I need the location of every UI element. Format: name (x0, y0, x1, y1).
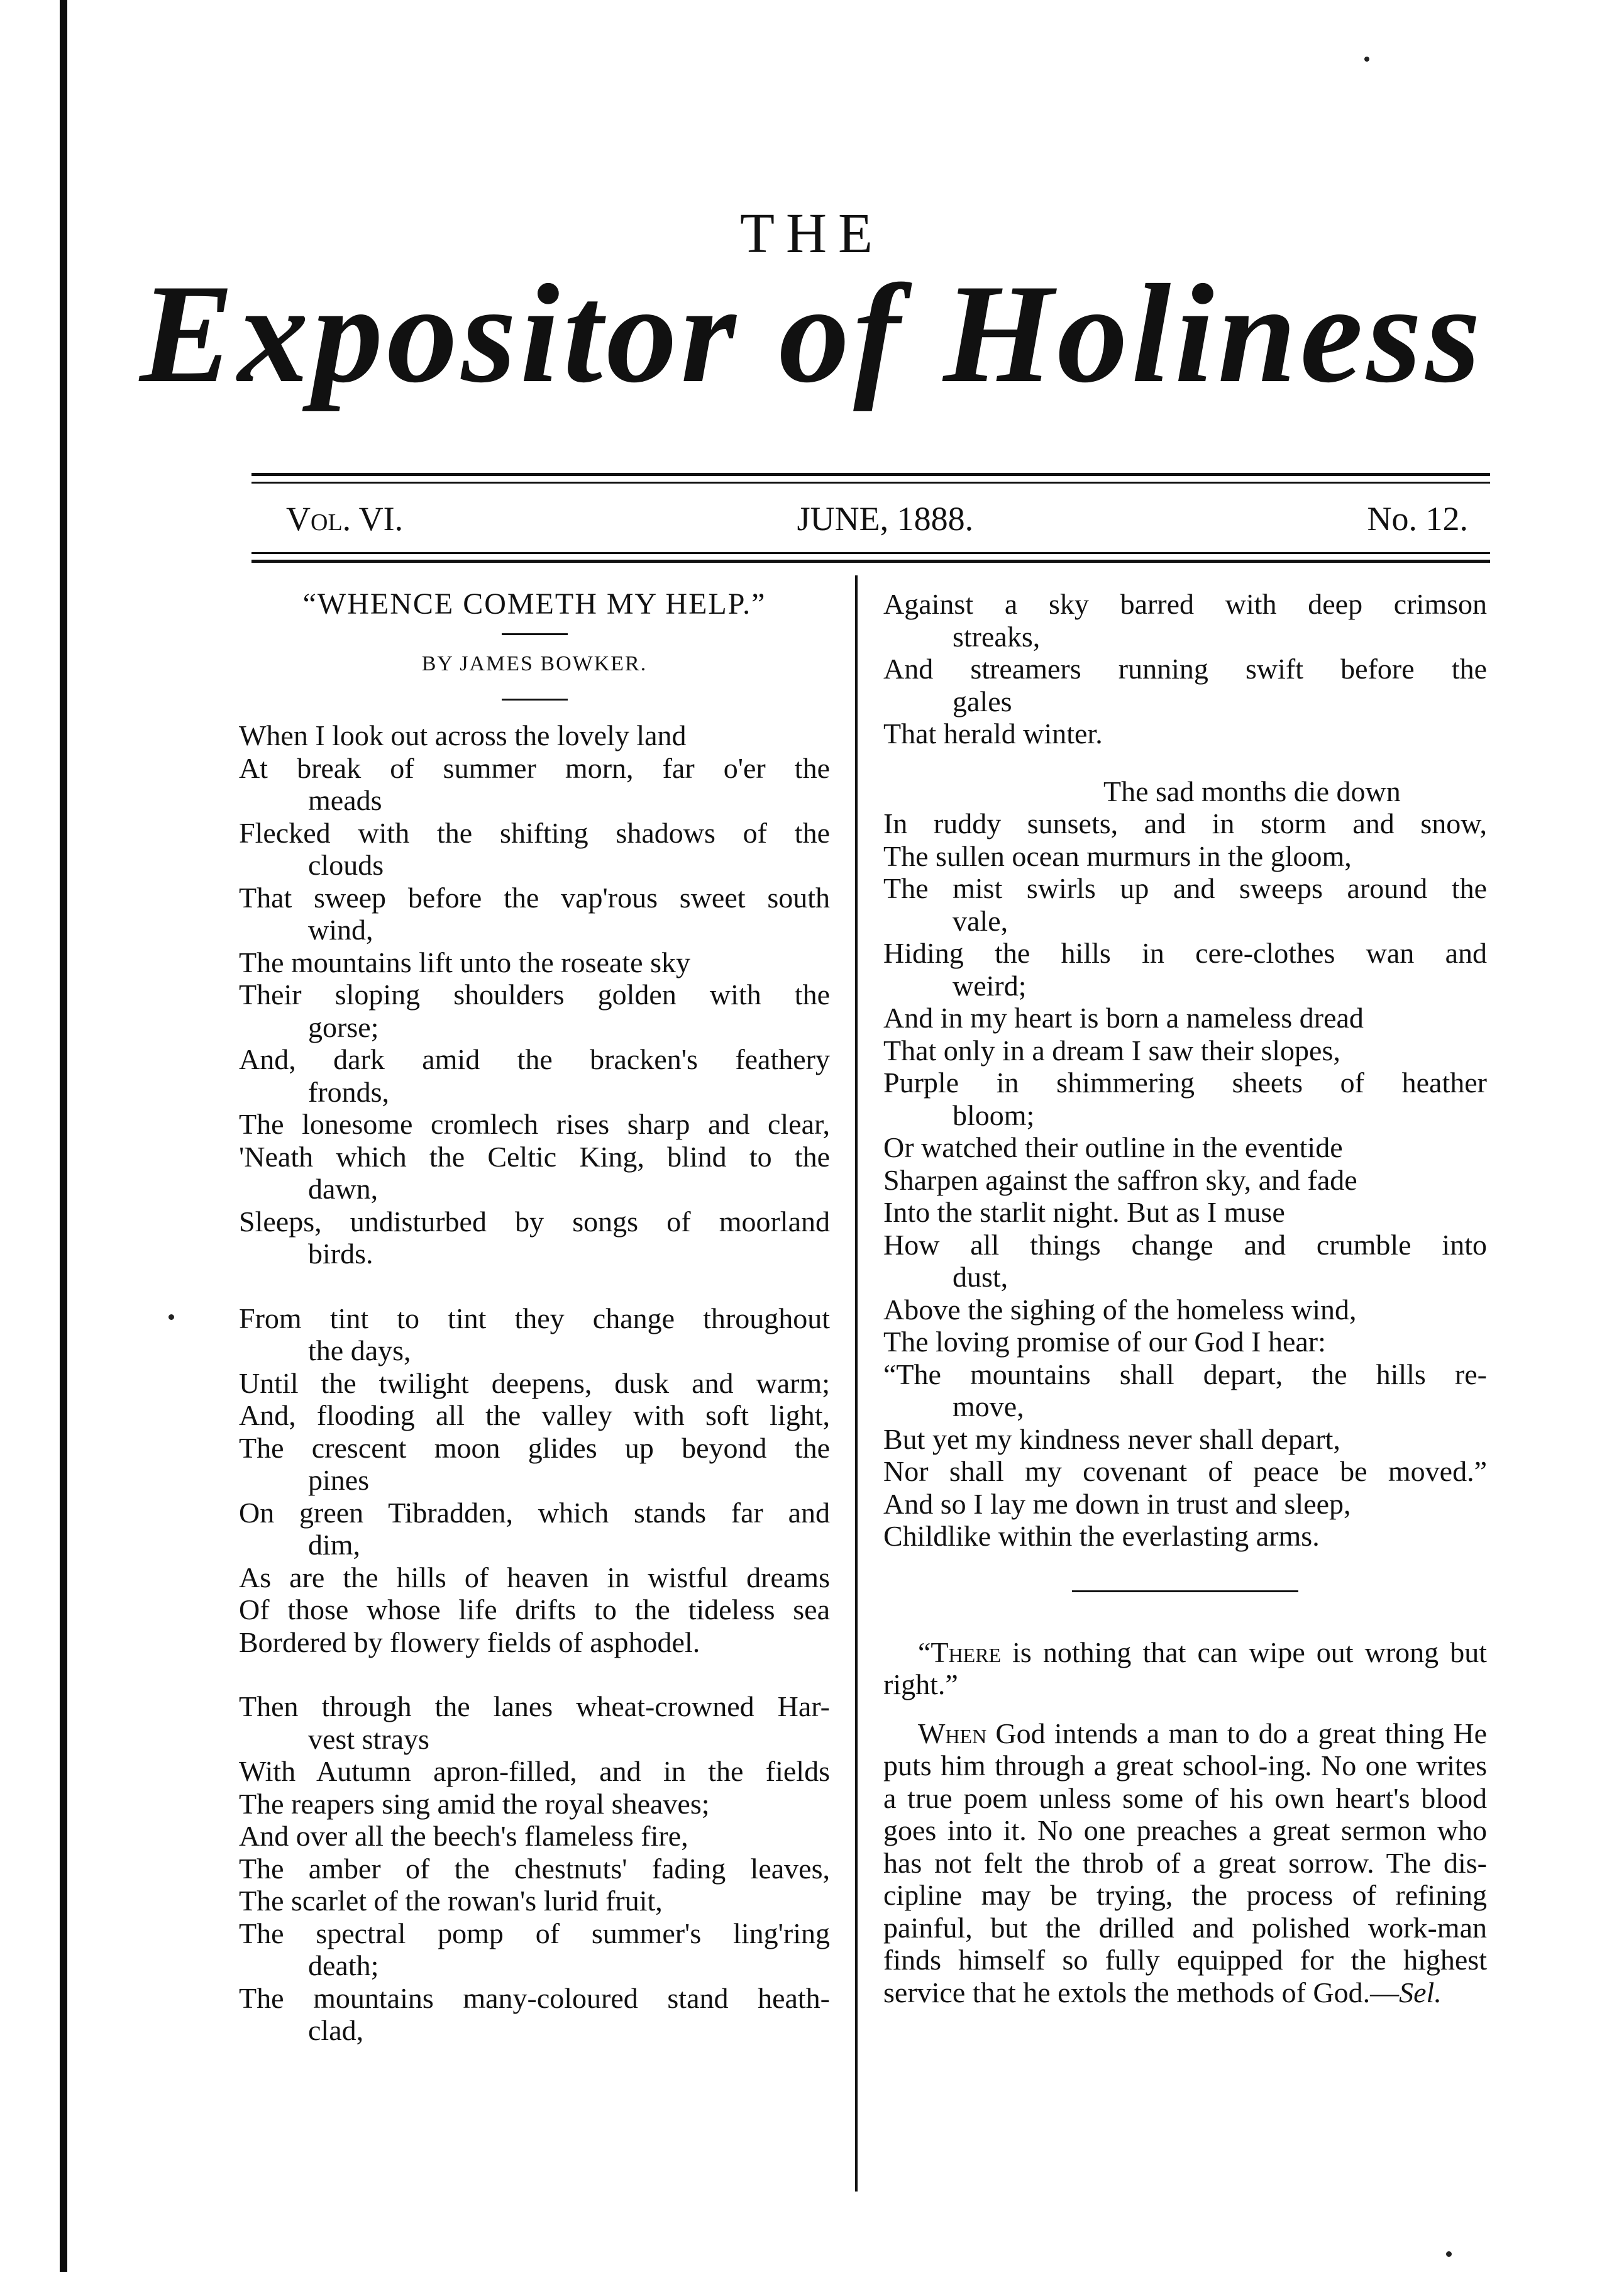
poem-stanza-2 (239, 1302, 830, 1659)
issue-number: No. 12. (1367, 500, 1468, 538)
poem-line-continuation: vest strays (308, 1722, 429, 1755)
poem-line: Against a sky barred with deep crimson (883, 588, 1487, 620)
quote-lead-word: “There (918, 1636, 1002, 1668)
poem-line: And, dark amid the bracken's feathery (239, 1043, 830, 1075)
masthead-the: THE (740, 202, 884, 265)
poem-line: The mist swirls up and sweeps around the (883, 872, 1487, 904)
title-dash (502, 633, 568, 635)
column-divider (855, 575, 858, 2192)
poem-line-continuation: gales (953, 685, 1012, 718)
poem-line-continuation: dust, (953, 1261, 1008, 1293)
poem-line: The amber of the chestnuts' fading leaves, (239, 1852, 830, 1885)
poem-line: When I look out across the lovely land (239, 719, 687, 751)
poem-line-continuation: meads (308, 784, 382, 816)
scan-speck (1364, 57, 1369, 62)
poem-line-continuation: the days, (308, 1334, 411, 1366)
poem-line-continuation: death; (308, 1949, 379, 1981)
poem-line: And, flooding all the valley with soft light, (239, 1399, 830, 1431)
poem-line: Then through the lanes wheat-crowned Har- (239, 1690, 830, 1722)
quote-text: is nothing that can wipe out wrong but right.” (883, 1636, 1487, 1700)
poem-line: That sweep before the vap'rous sweet south (239, 881, 830, 914)
poem-line: The mountains lift unto the roseate sky (239, 946, 690, 978)
poem-line: The spectral pomp of summer's ling'ring (239, 1917, 830, 1949)
scan-speck (168, 1314, 174, 1320)
poem-line: How all things change and crumble into (883, 1228, 1487, 1261)
poem-line: The scarlet of the rowan's lurid fruit, (239, 1885, 663, 1917)
scan-speck (1446, 2251, 1452, 2257)
masthead-title: Expositor of Holiness (140, 255, 1484, 412)
poem-line-continuation: gorse; (308, 1011, 379, 1043)
poem-line-continuation: dawn, (308, 1173, 378, 1205)
poem-line: Above the sighing of the homeless wind, (883, 1293, 1357, 1326)
poem-line: As are the hills of heaven in wistful dreams (239, 1561, 830, 1593)
poem-line: But yet my kindness never shall depart, (883, 1422, 1340, 1455)
poem-line-continuation: clad, (308, 2014, 364, 2046)
poem-line: Of those whose life drifts to the tideless sea (239, 1593, 830, 1626)
poem-stanza-3-continued (883, 588, 1487, 750)
poem-line: The lonesome cromlech rises sharp and clear, (239, 1108, 830, 1140)
issue-line (286, 497, 1468, 541)
poem-line: Bordered by flowery fields of asphodel. (239, 1626, 700, 1658)
issue-date: JUNE, 1888. (797, 500, 974, 538)
right-column (883, 588, 1487, 2025)
poem-line: And in my heart is born a nameless dread (883, 1002, 1364, 1034)
issue-rule-bottom-thick (251, 560, 1490, 563)
poem-line: Hiding the hills in cere-clothes wan and (883, 937, 1487, 969)
poem-line: With Autumn apron-filled, and in the fields (239, 1755, 830, 1787)
poem-stanza-4 (883, 775, 1487, 1553)
poem-line-continuation: fronds, (308, 1075, 390, 1108)
poem-line: And over all the beech's flameless fire, (239, 1820, 688, 1852)
section-separator (1072, 1590, 1298, 1592)
poem-line-continuation: pines (308, 1464, 370, 1496)
poem-line: Purple in shimmering sheets of heather (883, 1067, 1487, 1099)
poem-stanza-1 (239, 719, 830, 1270)
poem-line: The mountains many-coloured stand heath- (239, 1981, 830, 2014)
paragraph-text: God intends a man to do a great thing He puts him through a great school-ing. No one writes a true poem unless some of his own heart's blood goes into it. No one preaches a great sermon who has not felt the throb of a great sorrow. The dis-cipline may be trying, the process of refining painful, but the drilled and polished work-man finds himself so fully equipped for the highest service that he extols the methods of God.— (883, 1717, 1487, 2009)
poem-line: From tint to tint they change throughout (239, 1302, 830, 1334)
poem-line: Sleeps, undisturbed by songs of moorland (239, 1205, 830, 1238)
poem-line-continuation: move, (953, 1390, 1024, 1422)
poem-line: Childlike within the everlasting arms. (883, 1520, 1320, 1552)
masthead-rule-top-thin (251, 482, 1490, 484)
prose-section (883, 1636, 1487, 2009)
poem-line: “The mountains shall depart, the hills re- (883, 1358, 1487, 1390)
poem-line: Their sloping shoulders golden with the (239, 978, 830, 1011)
poem-line: In ruddy sunsets, and in storm and snow, (883, 807, 1487, 840)
body-paragraph (883, 1717, 1487, 2009)
paragraph-signature: Sel. (1399, 1976, 1442, 2009)
quote-paragraph (883, 1636, 1487, 1701)
poem-line: And so I lay me down in trust and sleep, (883, 1487, 1351, 1520)
byline-dash (502, 699, 568, 701)
poem-line: Into the starlit night. But as I muse (883, 1196, 1285, 1228)
poem-line-continuation: bloom; (953, 1099, 1035, 1131)
poem-line: And streamers running swift before the (883, 653, 1487, 685)
poem-byline: BY JAMES BOWKER. (421, 651, 648, 675)
poem-line: Or watched their outline in the eventide (883, 1131, 1343, 1163)
poem-line-continuation: dim, (308, 1529, 361, 1561)
volume-label: Vol. VI. (286, 500, 404, 538)
poem-line: Flecked with the shifting shadows of the (239, 816, 830, 849)
poem-line: That herald winter. (883, 718, 1103, 750)
poem-line-continuation: weird; (953, 969, 1027, 1002)
poem-line: The crescent moon glides up beyond the (239, 1431, 830, 1464)
poem-line: The sad months die down (1103, 775, 1401, 807)
poem-line: The sullen ocean murmurs in the gloom, (883, 840, 1352, 872)
poem-line-continuation: vale, (953, 904, 1008, 937)
paragraph-lead-word: When (918, 1717, 987, 1749)
poem-line: That only in a dream I saw their slopes, (883, 1034, 1340, 1067)
poem-line: Sharpen against the saffron sky, and fade (883, 1163, 1357, 1196)
poem-line-continuation: clouds (308, 849, 384, 881)
poem-line: At break of summer morn, far o'er the (239, 751, 830, 784)
poem-line: The loving promise of our God I hear: (883, 1326, 1326, 1358)
left-column (239, 588, 830, 2079)
poem-line: The reapers sing amid the royal sheaves; (239, 1787, 710, 1820)
poem-stanza-3 (239, 1690, 830, 2047)
poem-line: 'Neath which the Celtic King, blind to the (239, 1140, 830, 1173)
poem-line: On green Tibradden, which stands far and (239, 1496, 830, 1529)
poem-line: Until the twilight deepens, dusk and warm; (239, 1366, 830, 1399)
poem-line-continuation: streaks, (953, 620, 1041, 653)
poem-title: “WHENCE COMETH MY HELP.” (302, 587, 766, 621)
poem-line: Nor shall my covenant of peace be moved.” (883, 1455, 1487, 1487)
poem-line-continuation: birds. (308, 1238, 373, 1270)
issue-rule-bottom (251, 552, 1490, 554)
masthead-rule-top (251, 473, 1490, 476)
poem-line-continuation: wind, (308, 914, 373, 946)
